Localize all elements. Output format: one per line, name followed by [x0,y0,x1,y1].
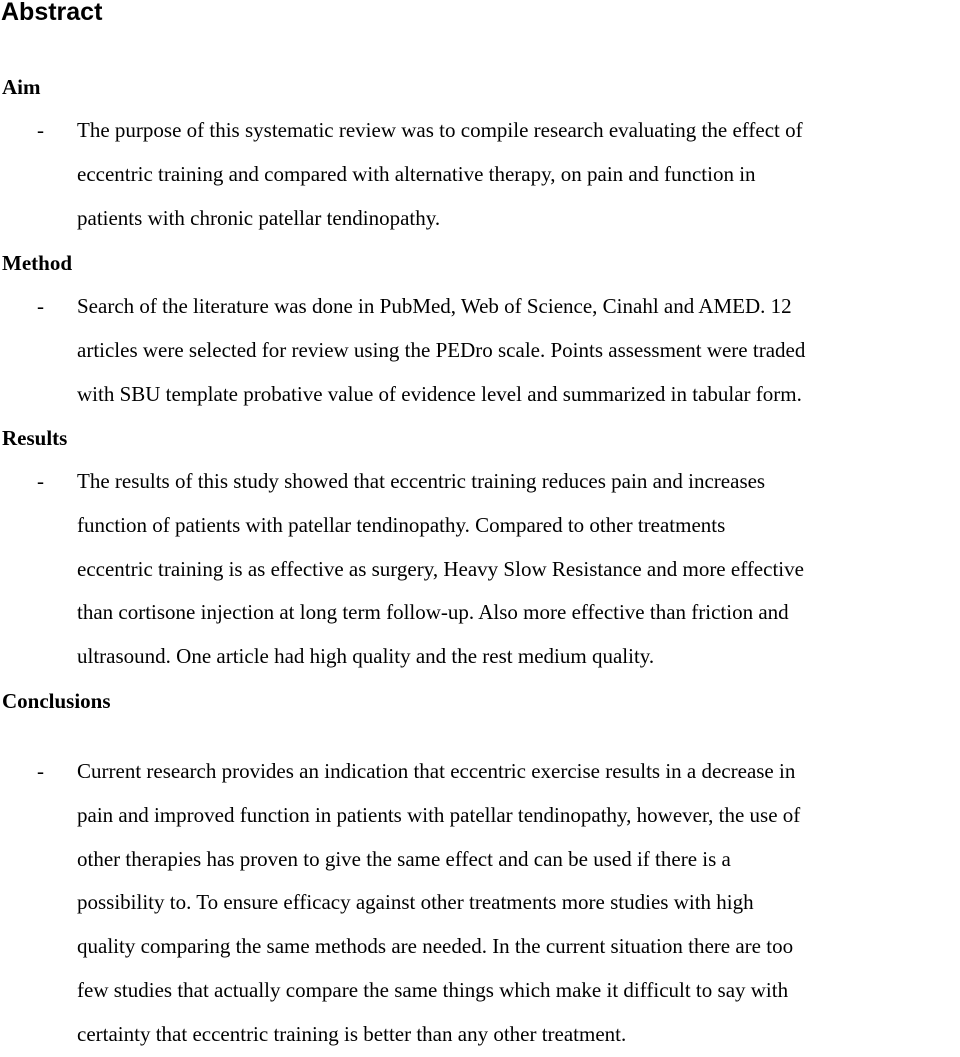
results-bullet: - [37,469,44,493]
abstract-title: Abstract [1,0,103,26]
aim-line: eccentric training and compared with alternative therapy, on pain and function in [77,161,756,186]
method-line: Search of the literature was done in PubMed, Web of Science, Cinahl and AMED. 12 [77,294,792,318]
aim-line: patients with chronic patellar tendinopathy. [77,205,441,230]
conclusions-heading: Conclusions [2,689,111,713]
method-paragraph [0,285,960,416]
results-line: function of patients with patellar tendinopathy. Compared to other treatments [77,512,726,537]
conclusions-line: certainty that eccentric training is better than any other treatment. [77,1021,627,1046]
conclusions-paragraph [0,750,960,1057]
aim-heading: Aim [2,75,41,99]
results-line: eccentric training is as effective as surgery, Heavy Slow Resistance and more effective [77,556,804,581]
results-heading: Results [2,426,68,450]
conclusions-line: possibility to. To ensure efficacy against other treatments more studies with high [77,890,754,915]
aim-line: The purpose of this systematic review was to compile research evaluating the effect of [77,118,803,142]
conclusions-line: other therapies has proven to give the same effect and can be used if there is a [77,846,731,871]
results-line: than cortisone injection at long term follow-up. Also more effective than friction and [77,600,789,625]
method-line: with SBU template probative value of evidence level and summarized in tabular form. [77,381,802,406]
conclusions-line: pain and improved function in patients with patellar tendinopathy, however, the use of [77,802,801,827]
results-line: The results of this study showed that eccentric training reduces pain and increases [77,469,766,493]
aim-paragraph [0,109,960,240]
conclusions-line: Current research provides an indication that eccentric exercise results in a decrease in [77,759,796,783]
aim-bullet: - [37,118,44,142]
conclusions-line: quality comparing the same methods are needed. In the current situation there are too [77,934,794,959]
results-paragraph [0,460,960,679]
results-line: ultrasound. One article had high quality and the rest medium quality. [77,644,655,669]
conclusions-bullet: - [37,759,44,783]
method-heading: Method [2,251,72,275]
conclusions-line: few studies that actually compare the same things which make it difficult to say with [77,977,789,1002]
method-line: articles were selected for review using the PEDro scale. Points assessment were traded [77,337,806,362]
method-bullet: - [37,294,44,318]
